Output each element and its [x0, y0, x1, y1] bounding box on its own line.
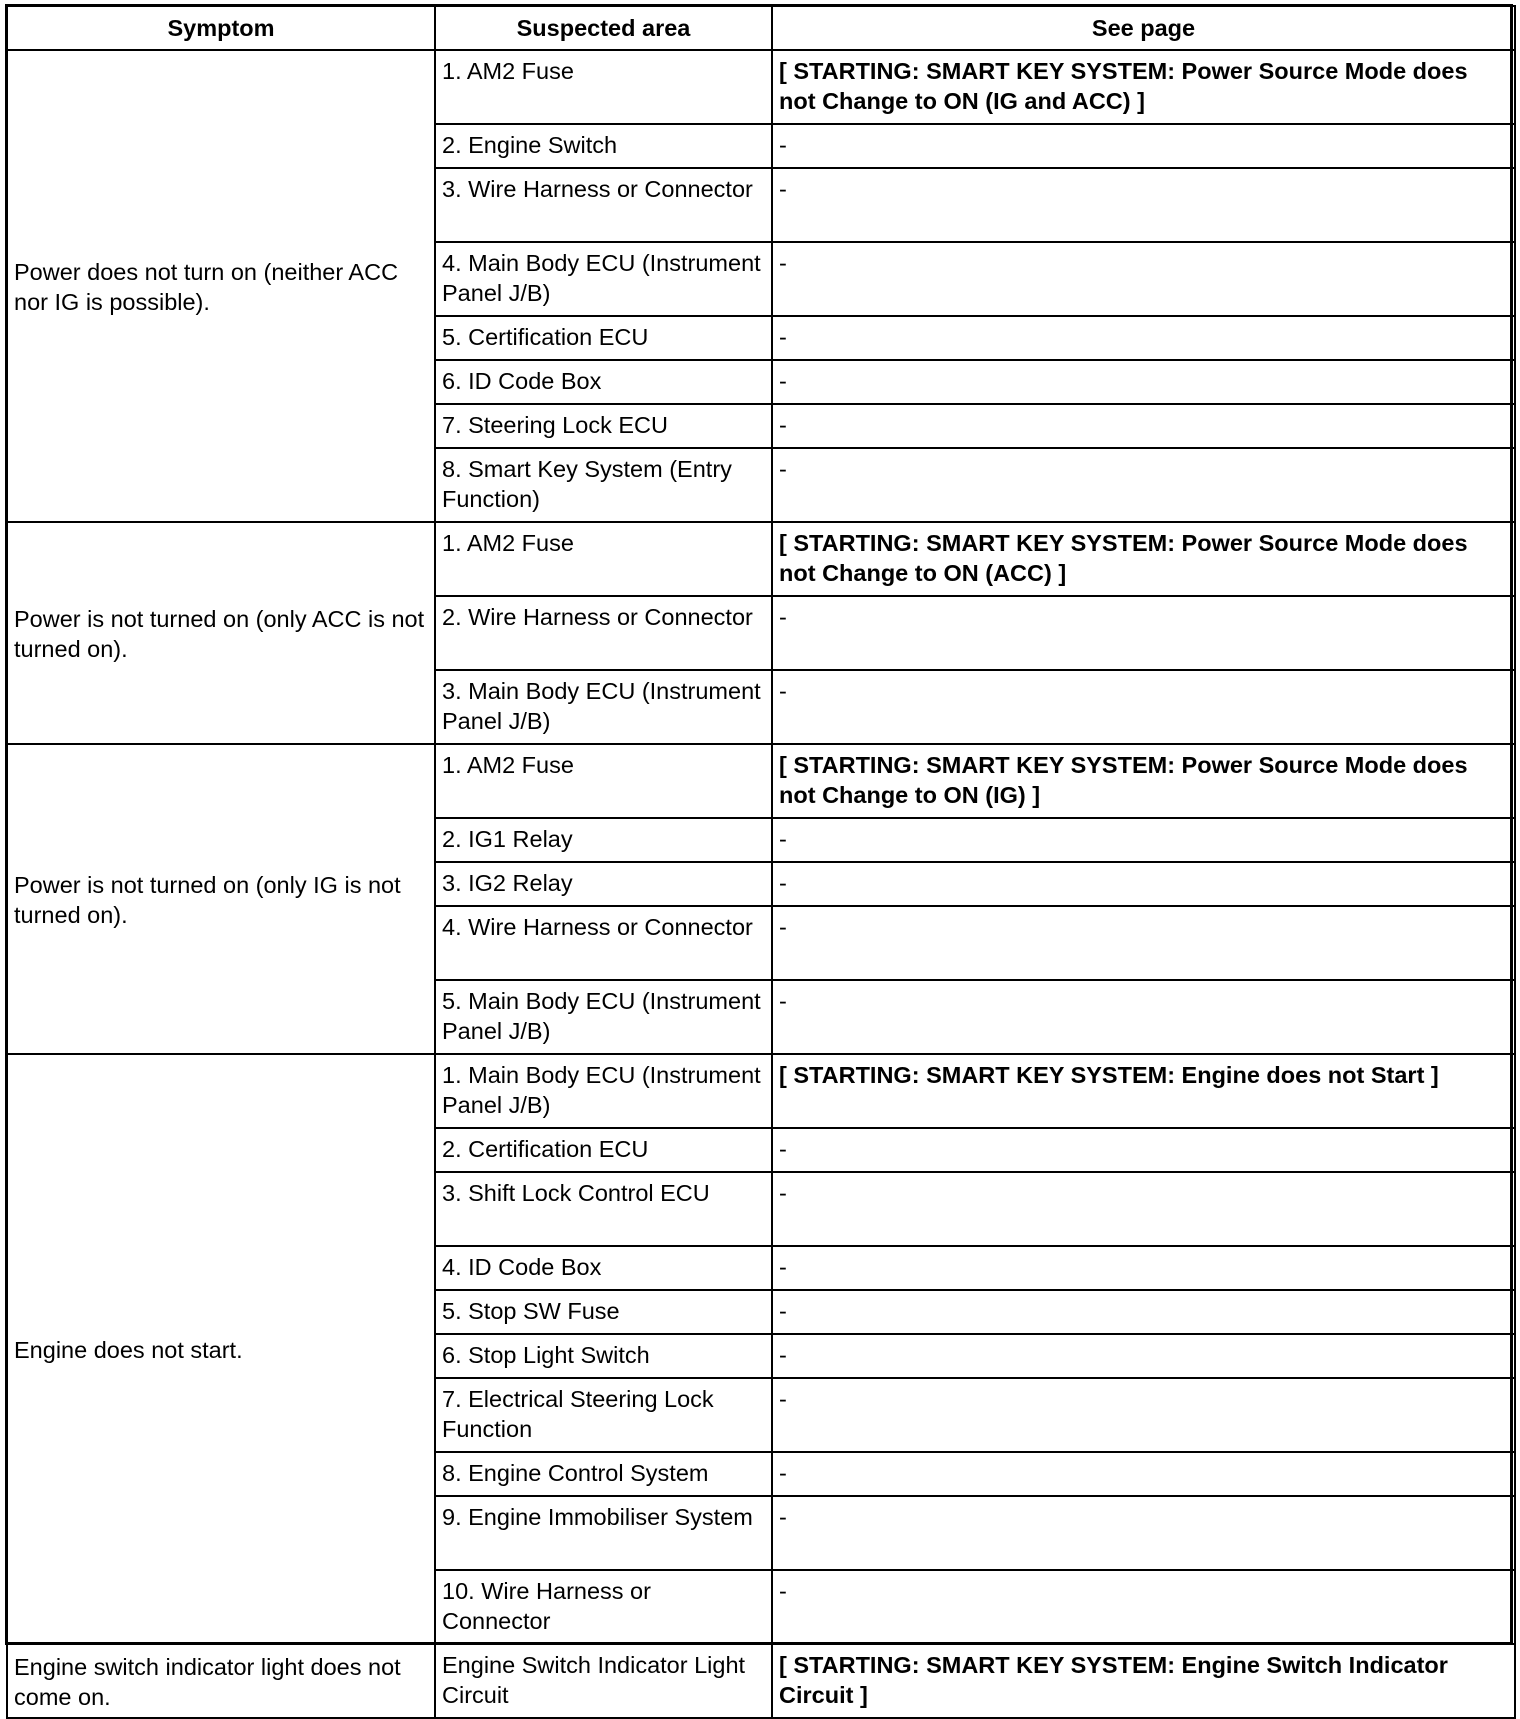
- suspected-area-cell: 1. AM2 Fuse: [435, 522, 772, 596]
- suspected-area-cell: 3. Main Body ECU (Instrument Panel J/B): [435, 670, 772, 744]
- table-row: [7, 1054, 1515, 1128]
- symptom-cell: Engine switch indicator light does not come on.: [7, 1644, 435, 1718]
- suspected-area-cell: 6. ID Code Box: [435, 360, 772, 404]
- header-row: [7, 6, 1515, 50]
- see-page-cell: -: [772, 862, 1515, 906]
- header-suspected-area: Suspected area: [435, 6, 772, 50]
- suspected-area-cell: 4. Main Body ECU (Instrument Panel J/B): [435, 242, 772, 316]
- see-page-cell: -: [772, 1570, 1515, 1644]
- see-page-cell: -: [772, 596, 1515, 670]
- see-page-cell: -: [772, 1172, 1515, 1246]
- see-page-cell: -: [772, 1246, 1515, 1290]
- table-body: [7, 50, 1515, 1718]
- see-page-link[interactable]: [ STARTING: SMART KEY SYSTEM: Power Source Mode does not Change to ON (IG) ]: [772, 744, 1515, 818]
- suspected-area-cell: 6. Stop Light Switch: [435, 1334, 772, 1378]
- suspected-area-cell: 3. IG2 Relay: [435, 862, 772, 906]
- see-page-link[interactable]: [ STARTING: SMART KEY SYSTEM: Engine Switch Indicator Circuit ]: [772, 1644, 1515, 1718]
- suspected-area-cell: 4. Wire Harness or Connector: [435, 906, 772, 980]
- suspected-area-cell: 3. Wire Harness or Connector: [435, 168, 772, 242]
- suspected-area-cell: 1. AM2 Fuse: [435, 50, 772, 124]
- suspected-area-cell: 2. Wire Harness or Connector: [435, 596, 772, 670]
- suspected-area-cell: 9. Engine Immobiliser System: [435, 1496, 772, 1570]
- suspected-area-cell: 3. Shift Lock Control ECU: [435, 1172, 772, 1246]
- suspected-area-cell: 4. ID Code Box: [435, 1246, 772, 1290]
- see-page-cell: -: [772, 404, 1515, 448]
- suspected-area-cell: 8. Smart Key System (Entry Function): [435, 448, 772, 522]
- suspected-area-cell: 5. Stop SW Fuse: [435, 1290, 772, 1334]
- symptom-cell: Power is not turned on (only ACC is not turned on).: [7, 522, 435, 744]
- suspected-area-cell: 2. Engine Switch: [435, 124, 772, 168]
- suspected-area-cell: 5. Certification ECU: [435, 316, 772, 360]
- see-page-cell: -: [772, 1378, 1515, 1452]
- table-row: [7, 522, 1515, 596]
- symptom-cell: Power is not turned on (only IG is not turned on).: [7, 744, 435, 1054]
- suspected-area-cell: 7. Steering Lock ECU: [435, 404, 772, 448]
- see-page-cell: -: [772, 906, 1515, 980]
- see-page-cell: -: [772, 168, 1515, 242]
- see-page-cell: -: [772, 1452, 1515, 1496]
- table-row: [7, 744, 1515, 818]
- header-see-page: See page: [772, 6, 1515, 50]
- see-page-cell: -: [772, 1128, 1515, 1172]
- see-page-cell: -: [772, 360, 1515, 404]
- see-page-link[interactable]: [ STARTING: SMART KEY SYSTEM: Power Source Mode does not Change to ON (ACC) ]: [772, 522, 1515, 596]
- see-page-cell: -: [772, 980, 1515, 1054]
- see-page-cell: -: [772, 448, 1515, 522]
- suspected-area-cell: 7. Electrical Steering Lock Function: [435, 1378, 772, 1452]
- suspected-area-cell: 2. Certification ECU: [435, 1128, 772, 1172]
- see-page-link[interactable]: [ STARTING: SMART KEY SYSTEM: Engine does not Start ]: [772, 1054, 1515, 1128]
- suspected-area-cell: 1. AM2 Fuse: [435, 744, 772, 818]
- header-symptom: Symptom: [7, 6, 435, 50]
- symptom-cell: Engine does not start.: [7, 1054, 435, 1644]
- suspected-area-cell: 10. Wire Harness or Connector: [435, 1570, 772, 1644]
- see-page-cell: -: [772, 1290, 1515, 1334]
- suspected-area-cell: 5. Main Body ECU (Instrument Panel J/B): [435, 980, 772, 1054]
- see-page-link[interactable]: [ STARTING: SMART KEY SYSTEM: Power Source Mode does not Change to ON (IG and ACC) ]: [772, 50, 1515, 124]
- see-page-cell: -: [772, 670, 1515, 744]
- suspected-area-cell: 2. IG1 Relay: [435, 818, 772, 862]
- table-row: [7, 50, 1515, 124]
- see-page-cell: -: [772, 316, 1515, 360]
- suspected-area-cell: Engine Switch Indicator Light Circuit: [435, 1644, 772, 1718]
- see-page-cell: -: [772, 818, 1515, 862]
- see-page-cell: -: [772, 1334, 1515, 1378]
- see-page-cell: -: [772, 124, 1515, 168]
- suspected-area-cell: 1. Main Body ECU (Instrument Panel J/B): [435, 1054, 772, 1128]
- see-page-cell: -: [772, 242, 1515, 316]
- troubleshooting-table: [6, 5, 1516, 1719]
- suspected-area-cell: 8. Engine Control System: [435, 1452, 772, 1496]
- symptom-cell: Power does not turn on (neither ACC nor IG is possible).: [7, 50, 435, 522]
- table-row: [7, 1644, 1515, 1718]
- see-page-cell: -: [772, 1496, 1515, 1570]
